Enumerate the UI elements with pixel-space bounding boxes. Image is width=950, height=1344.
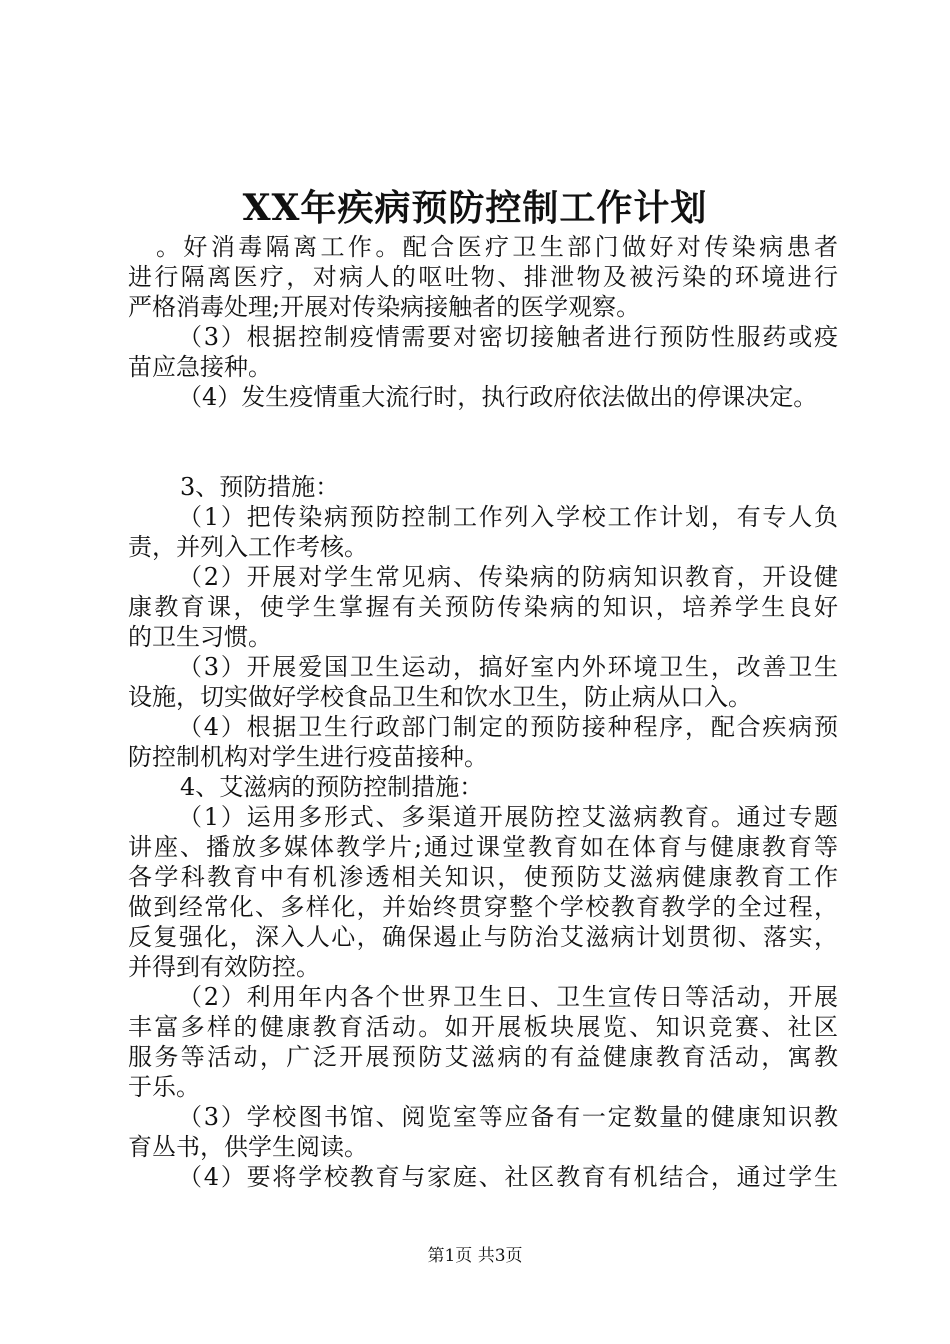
text-line: （2）开展对学生常见病、传染病的防病知识教育，开设健	[178, 563, 838, 591]
text-line: 服务等活动，广泛开展预防艾滋病的有益健康教育活动，寓教	[128, 1043, 838, 1071]
text-line: 防控制机构对学生进行疫苗接种。	[128, 743, 488, 771]
text-line: （3）开展爱国卫生运动，搞好室内外环境卫生，改善卫生	[178, 653, 838, 681]
text-line: （4）要将学校教育与家庭、社区教育有机结合，通过学生	[178, 1163, 838, 1191]
text-line: 。好消毒隔离工作。配合医疗卫生部门做好对传染病患者	[156, 233, 838, 261]
section-heading: 4、艾滋病的预防控制措施：	[180, 773, 484, 801]
text-line: 责，并列入工作考核。	[128, 533, 368, 561]
text-line: （1）把传染病预防控制工作列入学校工作计划，有专人负	[178, 503, 838, 531]
text-line: 并得到有效防控。	[128, 953, 320, 981]
section-heading: 3、预防措施：	[180, 473, 340, 501]
document-title: XX年疾病预防控制工作计划	[242, 187, 708, 229]
text-line: 各学科教育中有机渗透相关知识，使预防艾滋病健康教育工作	[128, 863, 838, 891]
text-line: 做到经常化、多样化，并始终贯穿整个学校教育教学的全过程，	[128, 893, 838, 921]
text-line: 反复强化，深入人心，确保遏止与防治艾滋病计划贯彻、落实，	[128, 923, 838, 951]
text-line: （3）学校图书馆、阅览室等应备有一定数量的健康知识教	[178, 1103, 838, 1131]
text-line: （2）利用年内各个世界卫生日、卫生宣传日等活动，开展	[178, 983, 838, 1011]
document-body	[128, 232, 838, 1192]
text-line: （4）根据卫生行政部门制定的预防接种程序，配合疾病预	[178, 713, 838, 741]
text-line: 苗应急接种。	[128, 353, 272, 381]
text-line: （1）运用多形式、多渠道开展防控艾滋病教育。通过专题	[178, 803, 838, 831]
text-line: 丰富多样的健康教育活动。如开展板块展览、知识竞赛、社区	[128, 1013, 838, 1041]
text-line: 严格消毒处理;开展对传染病接触者的医学观察。	[128, 293, 641, 321]
text-line: （3）根据控制疫情需要对密切接触者进行预防性服药或疫	[178, 323, 838, 351]
text-line: （4）发生疫情重大流行时，执行政府依法做出的停课决定。	[178, 383, 818, 411]
paragraph-gap	[128, 412, 838, 472]
text-line: 讲座、播放多媒体教学片;通过课堂教育如在体育与健康教育等	[128, 833, 838, 861]
text-line: 设施，切实做好学校食品卫生和饮水卫生，防止病从口入。	[128, 683, 752, 711]
text-line: 于乐。	[128, 1073, 200, 1101]
text-line: 进行隔离医疗，对病人的呕吐物、排泄物及被污染的环境进行	[128, 263, 838, 291]
text-line: 康教育课，使学生掌握有关预防传染病的知识，培养学生良好	[128, 593, 838, 621]
text-line: 的卫生习惯。	[128, 623, 272, 651]
page-number-footer: 第1页 共3页	[427, 1246, 523, 1266]
text-line: 育丛书，供学生阅读。	[128, 1133, 368, 1161]
